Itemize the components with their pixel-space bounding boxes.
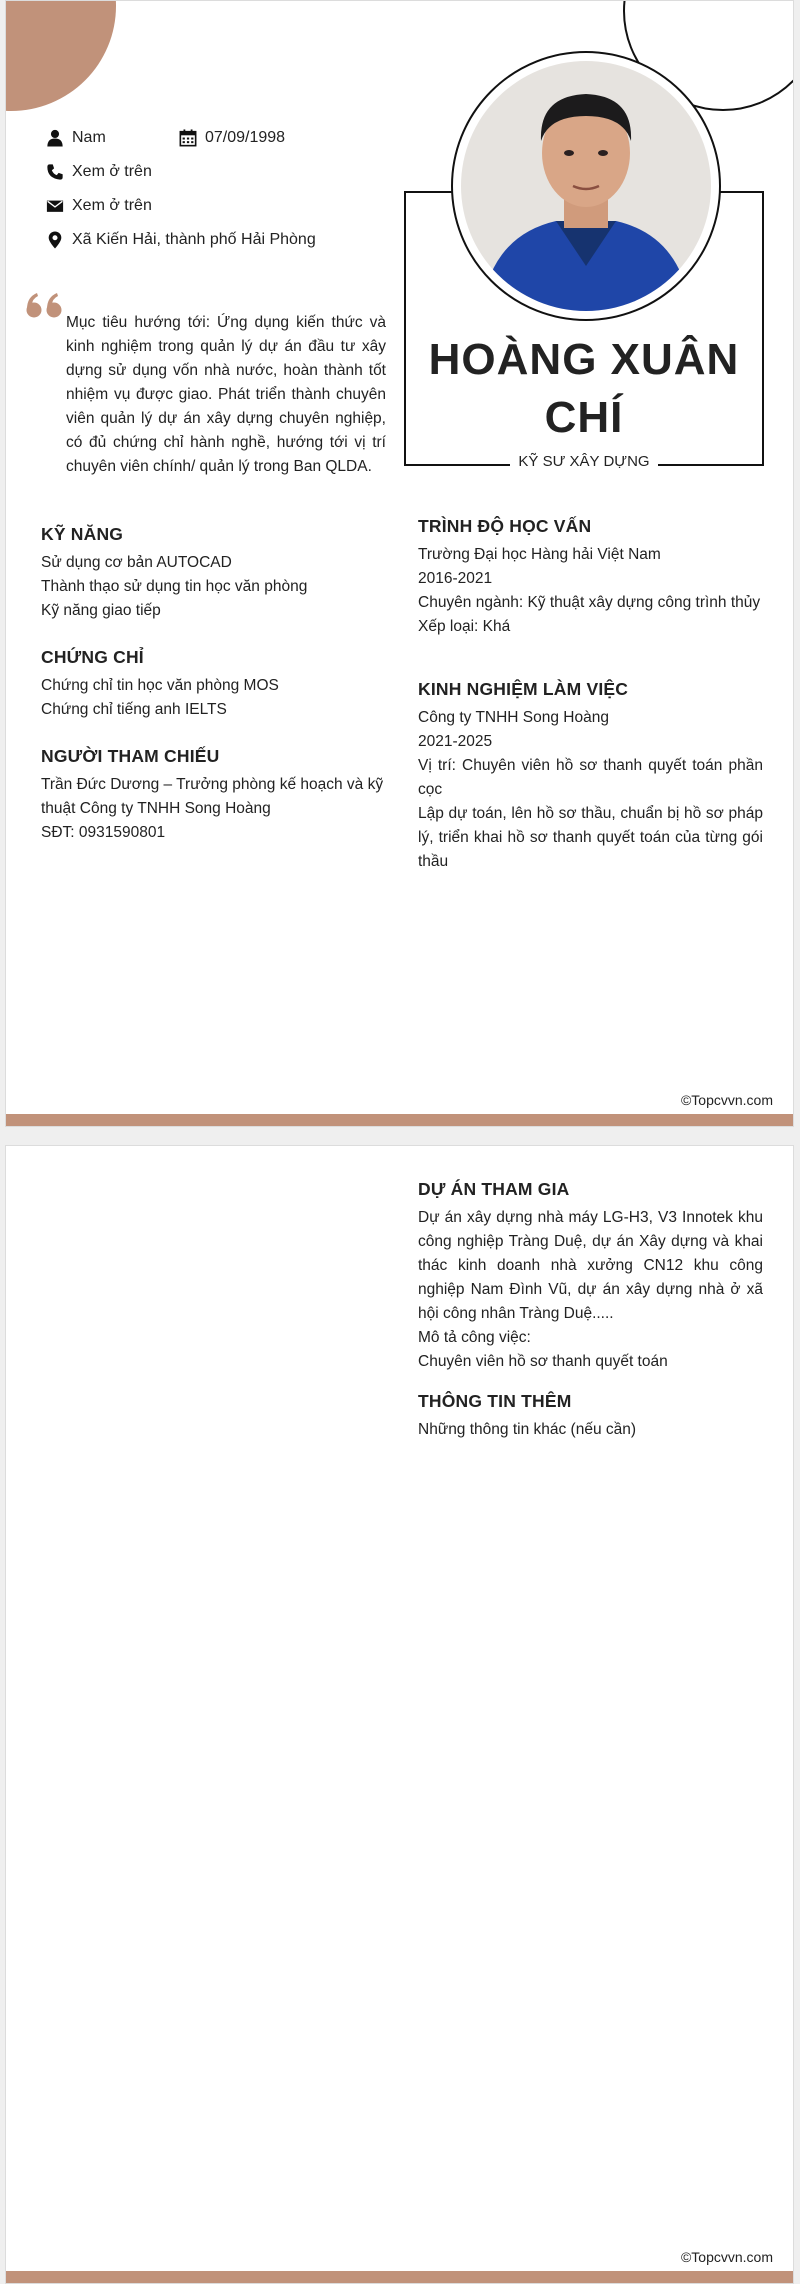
person-icon [46,129,64,147]
certificates-title: CHỨNG CHỈ [41,647,144,667]
calendar-icon [179,129,197,147]
email-row [46,197,152,215]
skills-title: KỸ NĂNG [41,524,124,544]
certificates-section [41,647,391,722]
address-value: Xã Kiến Hải, thành phố Hải Phòng [72,231,316,248]
reference-person: Trần Đức Dương – Trưởng phòng kế hoạch và kỹ thuật Công ty TNHH Song Hoàng [41,776,384,817]
experience-period: 2021-2025 [418,733,493,750]
address-row [46,231,316,249]
job-title-text: KỸ SƯ XÂY DỰNG [510,453,657,470]
career-objective: Mục tiêu hướng tới: Ứng dụng kiến thức và kinh nghiệm trong quản lý dự án đầu tư xây dựng sử dụng vốn nhà nước, hoàn thành tốt nhiệm vụ được giao. Phát triển thành chuyên viên quản lý dự án xây dựng chuyên nghiệp, có đủ chứng chỉ hành nghề, hướng tới vị trí chuyên viên chính/ quản lý trong Ban QLDA. [66,314,386,475]
extra-info-section [418,1391,763,1442]
experience-company: Công ty TNHH Song Hoàng [418,709,609,726]
experience-section [418,679,763,874]
education-section [418,516,763,639]
copyright: ©Topcvvn.com [680,2249,773,2265]
reference-phone: SĐT: 0931590801 [41,824,166,841]
projects-description: Dự án xây dựng nhà máy LG-H3, V3 Innotek khu công nghiệp Tràng Duệ, dự án Xây dựng và khai thác kinh doanh nhà xưởng CN12 khu công nghiệp Nam Đình Vũ, dự án xây dựng nhà ở xã hội công nhân Tràng Duệ..... [418,1209,763,1322]
avatar-frame [451,51,721,321]
name-line-2: CHÍ [544,393,624,442]
birthdate-value: 07/09/1998 [205,129,286,146]
references-section [41,746,391,845]
education-major: Chuyên ngành: Kỹ thuật xây dựng công trình thủy [418,594,761,611]
experience-position: Vị trí: Chuyên viên hồ sơ thanh quyết toán phần cọc [418,757,763,798]
projects-task: Chuyên viên hồ sơ thanh quyết toán [418,1353,668,1370]
location-pin-icon [46,231,64,249]
list-item: Chứng chỉ tin học văn phòng MOS [41,677,279,694]
list-item: Kỹ năng giao tiếp [41,602,161,619]
gender-row [46,129,106,147]
name-line-1: HOÀNG XUÂN [428,335,740,384]
list-item: Sử dụng cơ bản AUTOCAD [41,554,232,571]
skills-section [41,524,391,623]
projects-section [418,1179,763,1374]
bottom-accent-bar [6,2271,793,2283]
mail-icon [46,197,64,215]
references-title: NGƯỜI THAM CHIẾU [41,746,220,766]
cv-page-2 [5,1145,794,2284]
phone-icon [46,163,64,181]
experience-description: Lập dự toán, lên hồ sơ thầu, chuẩn bị hồ sơ pháp lý, triển khai hồ sơ thanh quyết toán của từng gói thầu [418,805,763,870]
extra-info-text: Những thông tin khác (nếu cần) [418,1421,637,1438]
bottom-accent-bar [6,1114,793,1126]
gender-value: Nam [72,129,106,146]
decorative-circle [5,0,116,111]
education-title: TRÌNH ĐỘ HỌC VẤN [418,516,592,536]
education-grade: Xếp loại: Khá [418,618,511,635]
quote-icon [26,291,64,321]
projects-title: DỰ ÁN THAM GIA [418,1179,570,1199]
extra-info-title: THÔNG TIN THÊM [418,1391,572,1411]
avatar [461,61,711,311]
copyright: ©Topcvvn.com [680,1092,773,1108]
email-value: Xem ở trên [72,197,152,214]
education-school: Trường Đại học Hàng hải Việt Nam [418,546,661,563]
projects-task-label: Mô tả công việc: [418,1329,531,1346]
phone-value: Xem ở trên [72,163,152,180]
cv-page-1 [5,0,794,1127]
list-item: Thành thạo sử dụng tin học văn phòng [41,578,308,595]
candidate-name [404,331,764,447]
phone-row [46,163,152,181]
avatar-photo [461,61,711,311]
job-title [404,453,764,470]
education-period: 2016-2021 [418,570,493,587]
birthdate-row [179,129,285,147]
list-item: Chứng chỉ tiếng anh IELTS [41,701,227,718]
experience-title: KINH NGHIỆM LÀM VIỆC [418,679,629,699]
